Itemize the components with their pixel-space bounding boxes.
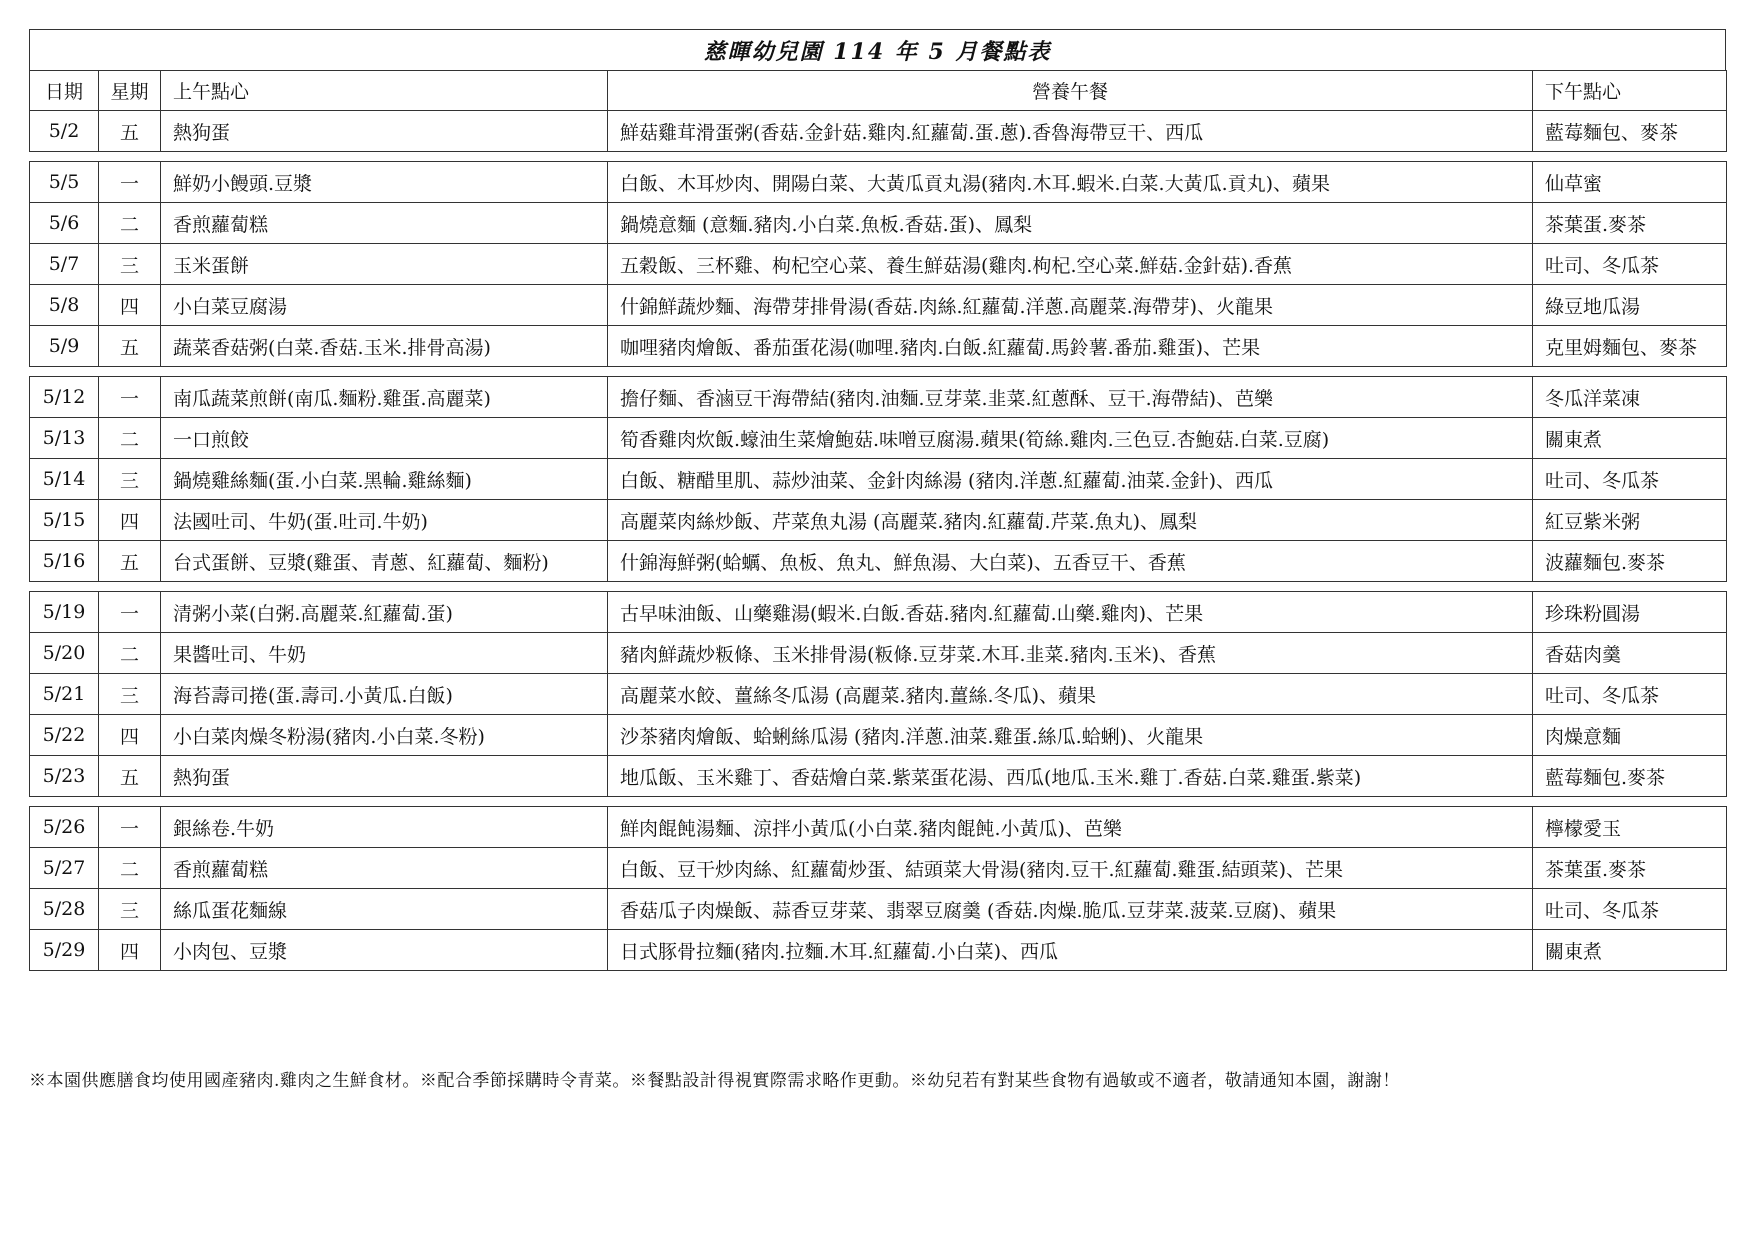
- menu-weekday: 一: [99, 377, 161, 418]
- menu-morning-snack: 銀絲卷.牛奶: [161, 807, 608, 848]
- menu-date: 5/13: [30, 418, 99, 459]
- table-row: [30, 203, 1727, 244]
- menu-lunch: 五穀飯、三杯雞、枸杞空心菜、養生鮮菇湯(雞肉.枸杞.空心菜.鮮菇.金針菇).香蕉: [608, 244, 1533, 285]
- menu-afternoon-snack: 藍莓麵包.麥茶: [1533, 756, 1727, 797]
- table-row: [30, 715, 1727, 756]
- menu-lunch: 擔仔麵、香滷豆干海帶結(豬肉.油麵.豆芽菜.韭菜.紅蔥酥、豆干.海帶結)、芭樂: [608, 377, 1533, 418]
- menu-date: 5/23: [30, 756, 99, 797]
- menu-weekday: 三: [99, 459, 161, 500]
- menu-weekday: 五: [99, 756, 161, 797]
- menu-lunch: 鮮肉餛飩湯麵、涼拌小黃瓜(小白菜.豬肉餛飩.小黃瓜)、芭樂: [608, 807, 1533, 848]
- menu-afternoon-snack: 肉燥意麵: [1533, 715, 1727, 756]
- menu-morning-snack: 果醬吐司、牛奶: [161, 633, 608, 674]
- table-row: [30, 756, 1727, 797]
- menu-morning-snack: 法國吐司、牛奶(蛋.吐司.牛奶): [161, 500, 608, 541]
- menu-afternoon-snack: 吐司、冬瓜茶: [1533, 674, 1727, 715]
- menu-lunch: 白飯、糖醋里肌、蒜炒油菜、金針肉絲湯 (豬肉.洋蔥.紅蘿蔔.油菜.金針)、西瓜: [608, 459, 1533, 500]
- menu-lunch: 古早味油飯、山藥雞湯(蝦米.白飯.香菇.豬肉.紅蘿蔔.山藥.雞肉)、芒果: [608, 592, 1533, 633]
- week-gap: [30, 367, 1727, 377]
- menu-lunch: 什錦海鮮粥(蛤蠣、魚板、魚丸、鮮魚湯、大白菜)、五香豆干、香蕉: [608, 541, 1533, 582]
- menu-date: 5/12: [30, 377, 99, 418]
- menu-weekday: 二: [99, 203, 161, 244]
- menu-morning-snack: 玉米蛋餅: [161, 244, 608, 285]
- footer-note: ※本園供應膳食均使用國產豬肉.雞肉之生鮮食材。※配合季節採購時令青菜。※餐點設計得視實際需求略作更動。※幼兒若有對某些食物有過敏或不適者，敬請通知本園，謝謝！: [29, 1071, 1400, 1091]
- menu-table: [29, 70, 1727, 971]
- menu-date: 5/6: [30, 203, 99, 244]
- header-row: [30, 71, 1727, 111]
- menu-lunch: 豬肉鮮蔬炒粄條、玉米排骨湯(粄條.豆芽菜.木耳.韭菜.豬肉.玉米)、香蕉: [608, 633, 1533, 674]
- menu-weekday: 五: [99, 111, 161, 152]
- menu-lunch: 鮮菇雞茸滑蛋粥(香菇.金針菇.雞肉.紅蘿蔔.蛋.蔥).香魯海帶豆干、西瓜: [608, 111, 1533, 152]
- menu-morning-snack: 台式蛋餅、豆漿(雞蛋、青蔥、紅蘿蔔、麵粉): [161, 541, 608, 582]
- menu-afternoon-snack: 綠豆地瓜湯: [1533, 285, 1727, 326]
- table-row: [30, 848, 1727, 889]
- menu-sheet: [29, 29, 1726, 971]
- week-gap: [30, 582, 1727, 592]
- menu-morning-snack: 鍋燒雞絲麵(蛋.小白菜.黑輪.雞絲麵): [161, 459, 608, 500]
- menu-afternoon-snack: 吐司、冬瓜茶: [1533, 889, 1727, 930]
- menu-lunch: 香菇瓜子肉燥飯、蒜香豆芽菜、翡翠豆腐羹 (香菇.肉燥.脆瓜.豆芽菜.菠菜.豆腐)、蘋果: [608, 889, 1533, 930]
- table-row: [30, 500, 1727, 541]
- menu-morning-snack: 清粥小菜(白粥.高麗菜.紅蘿蔔.蛋): [161, 592, 608, 633]
- menu-afternoon-snack: 關東煮: [1533, 930, 1727, 971]
- week-gap-cell: [30, 367, 1727, 377]
- menu-lunch: 高麗菜肉絲炒飯、芹菜魚丸湯 (高麗菜.豬肉.紅蘿蔔.芹菜.魚丸)、鳳梨: [608, 500, 1533, 541]
- week-gap-cell: [30, 582, 1727, 592]
- menu-date: 5/2: [30, 111, 99, 152]
- menu-weekday: 三: [99, 674, 161, 715]
- menu-weekday: 二: [99, 848, 161, 889]
- menu-date: 5/14: [30, 459, 99, 500]
- table-row: [30, 889, 1727, 930]
- table-row: [30, 633, 1727, 674]
- menu-afternoon-snack: 茶葉蛋.麥茶: [1533, 203, 1727, 244]
- menu-afternoon-snack: 珍珠粉圓湯: [1533, 592, 1727, 633]
- menu-morning-snack: 鮮奶小饅頭.豆漿: [161, 162, 608, 203]
- menu-morning-snack: 小肉包、豆漿: [161, 930, 608, 971]
- table-row: [30, 418, 1727, 459]
- menu-weekday: 一: [99, 162, 161, 203]
- menu-lunch: 白飯、木耳炒肉、開陽白菜、大黃瓜貢丸湯(豬肉.木耳.蝦米.白菜.大黃瓜.貢丸)、蘋果: [608, 162, 1533, 203]
- header-afternoon: 下午點心: [1533, 71, 1727, 111]
- menu-weekday: 二: [99, 633, 161, 674]
- week-gap-cell: [30, 152, 1727, 162]
- menu-afternoon-snack: 吐司、冬瓜茶: [1533, 244, 1727, 285]
- menu-afternoon-snack: 藍莓麵包、麥茶: [1533, 111, 1727, 152]
- menu-afternoon-snack: 關東煮: [1533, 418, 1727, 459]
- menu-date: 5/7: [30, 244, 99, 285]
- header-morning: 上午點心: [161, 71, 608, 111]
- table-row: [30, 244, 1727, 285]
- menu-morning-snack: 蔬菜香菇粥(白菜.香菇.玉米.排骨高湯): [161, 326, 608, 367]
- menu-date: 5/19: [30, 592, 99, 633]
- menu-afternoon-snack: 吐司、冬瓜茶: [1533, 459, 1727, 500]
- menu-lunch: 日式豚骨拉麵(豬肉.拉麵.木耳.紅蘿蔔.小白菜)、西瓜: [608, 930, 1533, 971]
- menu-date: 5/5: [30, 162, 99, 203]
- table-row: [30, 326, 1727, 367]
- menu-afternoon-snack: 克里姆麵包、麥茶: [1533, 326, 1727, 367]
- menu-afternoon-snack: 檸檬愛玉: [1533, 807, 1727, 848]
- menu-morning-snack: 熱狗蛋: [161, 756, 608, 797]
- table-row: [30, 674, 1727, 715]
- menu-lunch: 沙茶豬肉燴飯、蛤蜊絲瓜湯 (豬肉.洋蔥.油菜.雞蛋.絲瓜.蛤蜊)、火龍果: [608, 715, 1533, 756]
- menu-date: 5/20: [30, 633, 99, 674]
- menu-morning-snack: 海苔壽司捲(蛋.壽司.小黃瓜.白飯): [161, 674, 608, 715]
- week-gap: [30, 152, 1727, 162]
- menu-date: 5/15: [30, 500, 99, 541]
- menu-afternoon-snack: 香菇肉羹: [1533, 633, 1727, 674]
- menu-date: 5/28: [30, 889, 99, 930]
- menu-weekday: 一: [99, 592, 161, 633]
- menu-date: 5/27: [30, 848, 99, 889]
- table-row: [30, 541, 1727, 582]
- menu-date: 5/26: [30, 807, 99, 848]
- week-gap-cell: [30, 797, 1727, 807]
- menu-morning-snack: 一口煎餃: [161, 418, 608, 459]
- menu-date: 5/29: [30, 930, 99, 971]
- menu-weekday: 四: [99, 715, 161, 756]
- menu-lunch: 白飯、豆干炒肉絲、紅蘿蔔炒蛋、結頭菜大骨湯(豬肉.豆干.紅蘿蔔.雞蛋.結頭菜)、芒果: [608, 848, 1533, 889]
- menu-morning-snack: 小白菜肉燥冬粉湯(豬肉.小白菜.冬粉): [161, 715, 608, 756]
- menu-afternoon-snack: 波蘿麵包.麥茶: [1533, 541, 1727, 582]
- header-weekday: 星期: [99, 71, 161, 111]
- menu-afternoon-snack: 冬瓜洋菜凍: [1533, 377, 1727, 418]
- menu-weekday: 二: [99, 418, 161, 459]
- menu-weekday: 四: [99, 930, 161, 971]
- menu-lunch: 筍香雞肉炊飯.蠔油生菜燴鮑菇.味噌豆腐湯.蘋果(筍絲.雞肉.三色豆.杏鮑菇.白菜.豆腐): [608, 418, 1533, 459]
- table-row: [30, 807, 1727, 848]
- menu-lunch: 咖哩豬肉燴飯、番茄蛋花湯(咖哩.豬肉.白飯.紅蘿蔔.馬鈴薯.番茄.雞蛋)、芒果: [608, 326, 1533, 367]
- menu-lunch: 鍋燒意麵 (意麵.豬肉.小白菜.魚板.香菇.蛋)、鳳梨: [608, 203, 1533, 244]
- menu-morning-snack: 香煎蘿蔔糕: [161, 848, 608, 889]
- menu-morning-snack: 絲瓜蛋花麵線: [161, 889, 608, 930]
- header-date: 日期: [30, 71, 99, 111]
- menu-date: 5/21: [30, 674, 99, 715]
- menu-weekday: 四: [99, 500, 161, 541]
- menu-afternoon-snack: 仙草蜜: [1533, 162, 1727, 203]
- menu-lunch: 什錦鮮蔬炒麵、海帶芽排骨湯(香菇.肉絲.紅蘿蔔.洋蔥.高麗菜.海帶芽)、火龍果: [608, 285, 1533, 326]
- menu-date: 5/8: [30, 285, 99, 326]
- table-row: [30, 592, 1727, 633]
- table-row: [30, 162, 1727, 203]
- menu-weekday: 一: [99, 807, 161, 848]
- table-row: [30, 459, 1727, 500]
- menu-morning-snack: 南瓜蔬菜煎餅(南瓜.麵粉.雞蛋.高麗菜): [161, 377, 608, 418]
- menu-date: 5/22: [30, 715, 99, 756]
- table-row: [30, 285, 1727, 326]
- menu-weekday: 三: [99, 889, 161, 930]
- table-row: [30, 930, 1727, 971]
- menu-lunch: 地瓜飯、玉米雞丁、香菇燴白菜.紫菜蛋花湯、西瓜(地瓜.玉米.雞丁.香菇.白菜.雞蛋.紫菜): [608, 756, 1533, 797]
- menu-date: 5/9: [30, 326, 99, 367]
- table-row: [30, 111, 1727, 152]
- menu-afternoon-snack: 紅豆紫米粥: [1533, 500, 1727, 541]
- menu-lunch: 高麗菜水餃、薑絲冬瓜湯 (高麗菜.豬肉.薑絲.冬瓜)、蘋果: [608, 674, 1533, 715]
- menu-weekday: 五: [99, 326, 161, 367]
- menu-morning-snack: 香煎蘿蔔糕: [161, 203, 608, 244]
- page-title: 慈暉幼兒園 114 年 5 月餐點表: [29, 29, 1726, 70]
- menu-weekday: 四: [99, 285, 161, 326]
- table-row: [30, 377, 1727, 418]
- menu-weekday: 三: [99, 244, 161, 285]
- menu-weekday: 五: [99, 541, 161, 582]
- menu-date: 5/16: [30, 541, 99, 582]
- menu-afternoon-snack: 茶葉蛋.麥茶: [1533, 848, 1727, 889]
- header-lunch: 營養午餐: [608, 71, 1533, 111]
- menu-morning-snack: 小白菜豆腐湯: [161, 285, 608, 326]
- week-gap: [30, 797, 1727, 807]
- menu-morning-snack: 熱狗蛋: [161, 111, 608, 152]
